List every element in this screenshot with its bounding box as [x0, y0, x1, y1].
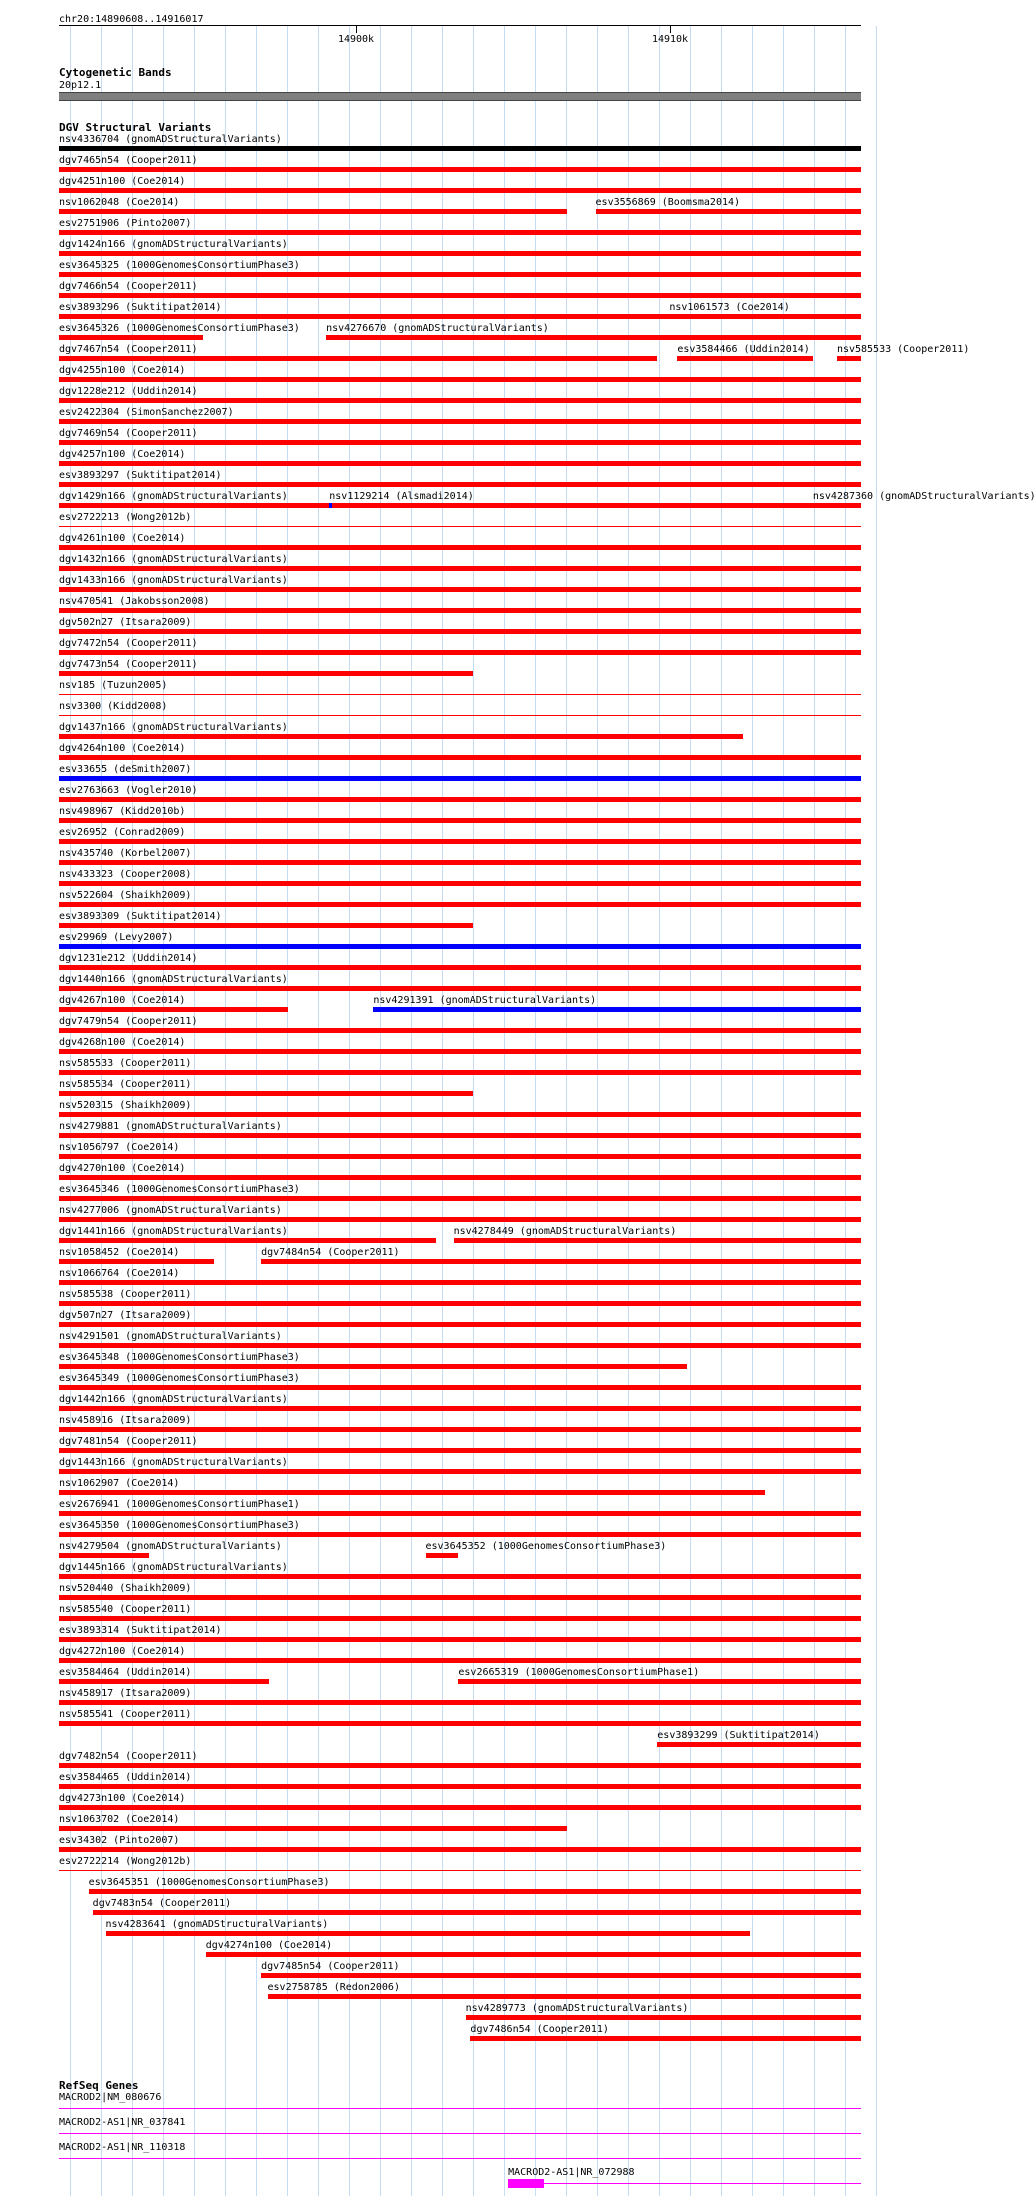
feature-label[interactable]: esv26952 (Conrad2009): [59, 827, 186, 838]
feature-label[interactable]: nsv1063702 (Coe2014): [59, 1814, 180, 1825]
ruler-line: [59, 25, 861, 26]
variant-feature-bar[interactable]: [93, 1910, 861, 1915]
variant-feature-bar[interactable]: [657, 1742, 861, 1747]
ruler-tick-label: 14910k: [651, 34, 689, 45]
variant-feature-bar[interactable]: [59, 1301, 861, 1306]
variant-feature-bar[interactable]: [59, 545, 861, 550]
variant-feature-bar[interactable]: [59, 1870, 861, 1871]
variant-feature-bar[interactable]: [106, 1931, 751, 1936]
variant-feature-bar[interactable]: [59, 1574, 861, 1579]
variant-feature-bar[interactable]: [59, 482, 861, 487]
variant-feature-bar[interactable]: [59, 461, 861, 466]
variant-feature-bar[interactable]: [59, 776, 861, 781]
feature-label[interactable]: nsv498967 (Kidd2010b): [59, 806, 186, 817]
variant-feature-bar[interactable]: [59, 923, 473, 928]
feature-label[interactable]: dgv1429n166 (gnomADStructuralVariants): [59, 491, 288, 502]
variant-feature-bar[interactable]: [458, 1679, 861, 1684]
feature-label[interactable]: dgv7467n54 (Cooper2011): [59, 344, 198, 355]
variant-feature-bar[interactable]: [59, 839, 861, 844]
feature-label[interactable]: nsv585533 (Cooper2011): [836, 344, 970, 355]
refseq-track-title[interactable]: RefSeq Genes: [59, 2079, 139, 2092]
ruler-tick: [670, 25, 671, 33]
gene-label[interactable]: MACROD2-AS1|NR_110318: [59, 2142, 186, 2153]
variant-feature-bar[interactable]: [454, 1238, 861, 1243]
variant-feature-bar[interactable]: [470, 2036, 861, 2041]
variant-feature-bar[interactable]: [59, 1616, 861, 1621]
feature-label[interactable]: esv3893314 (Suktitipat2014): [59, 1625, 222, 1636]
variant-feature-bar[interactable]: [261, 1259, 861, 1264]
feature-label[interactable]: nsv1058452 (Coe2014): [59, 1247, 180, 1258]
variant-feature-bar[interactable]: [59, 1196, 861, 1201]
variant-feature-bar[interactable]: [59, 1637, 861, 1642]
feature-label[interactable]: esv3645349 (1000GenomesConsortiumPhase3): [59, 1373, 300, 1384]
feature-label[interactable]: nsv520440 (Shaikh2009): [59, 1583, 192, 1594]
variant-feature-bar[interactable]: [59, 1679, 269, 1684]
feature-label[interactable]: esv3645326 (1000GenomesConsortiumPhase3): [59, 323, 300, 334]
variant-feature-bar[interactable]: [59, 1658, 861, 1663]
feature-label[interactable]: esv3556869 (Boomsma2014): [595, 197, 741, 208]
feature-label[interactable]: dgv7483n54 (Cooper2011): [92, 1898, 232, 1909]
feature-label[interactable]: dgv4274n100 (Coe2014): [205, 1940, 333, 1951]
variant-feature-bar[interactable]: [59, 629, 861, 634]
variant-feature-bar[interactable]: [59, 1007, 288, 1012]
variant-feature-bar[interactable]: [59, 1133, 861, 1138]
feature-label[interactable]: nsv1061573 (Coe2014): [669, 302, 790, 313]
feature-label[interactable]: esv3645348 (1000GenomesConsortiumPhase3): [59, 1352, 300, 1363]
feature-label[interactable]: dgv502n27 (Itsara2009): [59, 617, 192, 628]
feature-label[interactable]: dgv7482n54 (Cooper2011): [59, 1751, 198, 1762]
feature-label[interactable]: dgv7479n54 (Cooper2011): [59, 1016, 198, 1027]
variant-feature-bar[interactable]: [59, 1553, 149, 1558]
variant-feature-bar[interactable]: [59, 1028, 861, 1033]
variant-feature-bar[interactable]: [59, 356, 657, 361]
feature-label[interactable]: nsv4291501 (gnomADStructuralVariants): [59, 1331, 282, 1342]
variant-feature-bar[interactable]: [59, 1112, 861, 1117]
feature-label[interactable]: dgv1442n166 (gnomADStructuralVariants): [59, 1394, 288, 1405]
feature-label[interactable]: nsv1129214 (Alsmadi2014): [329, 491, 474, 502]
feature-label[interactable]: nsv522604 (Shaikh2009): [59, 890, 192, 901]
variant-feature-bar[interactable]: [59, 209, 567, 214]
variant-feature-bar[interactable]: [89, 1889, 861, 1894]
variant-feature-bar[interactable]: [59, 566, 861, 571]
feature-label[interactable]: nsv1062907 (Coe2014): [59, 1478, 180, 1489]
variant-feature-bar[interactable]: [59, 1427, 861, 1432]
variant-feature-bar[interactable]: [59, 1847, 861, 1852]
gene-intron-line[interactable]: [59, 2158, 861, 2159]
variant-feature-bar[interactable]: [59, 671, 473, 676]
feature-label[interactable]: dgv4267n100 (Coe2014): [59, 995, 186, 1006]
cytoband-bar[interactable]: [59, 93, 861, 100]
variant-feature-bar[interactable]: [59, 608, 861, 613]
gene-intron-line[interactable]: [508, 2183, 861, 2184]
variant-feature-bar[interactable]: [59, 377, 861, 382]
variant-feature-bar[interactable]: [59, 1532, 861, 1537]
variant-feature-bar[interactable]: [59, 272, 861, 277]
variant-feature-bar[interactable]: [813, 503, 861, 508]
feature-label[interactable]: esv2722214 (Wong2012b): [59, 1856, 192, 1867]
variant-feature-bar[interactable]: [59, 1280, 861, 1285]
feature-label[interactable]: nsv185 (Tuzun2005): [59, 680, 168, 691]
variant-feature-bar[interactable]: [59, 1091, 473, 1096]
feature-label[interactable]: nsv520315 (Shaikh2009): [59, 1100, 192, 1111]
cytoband-track-title[interactable]: Cytogenetic Bands: [59, 66, 172, 79]
feature-label[interactable]: esv3645325 (1000GenomesConsortiumPhase3): [59, 260, 300, 271]
feature-label[interactable]: dgv7465n54 (Cooper2011): [59, 155, 198, 166]
variant-feature-bar[interactable]: [669, 314, 861, 319]
variant-feature-bar[interactable]: [59, 1259, 214, 1264]
feature-label[interactable]: esv3645346 (1000GenomesConsortiumPhase3): [59, 1184, 300, 1195]
variant-feature-bar[interactable]: [59, 1511, 861, 1516]
feature-label[interactable]: esv2676941 (1000GenomesConsortiumPhase1): [59, 1499, 300, 1510]
feature-label[interactable]: dgv1228e212 (Uddin2014): [59, 386, 198, 397]
variant-feature-bar[interactable]: [59, 755, 861, 760]
variant-feature-bar[interactable]: [837, 356, 861, 361]
variant-feature-bar[interactable]: [59, 1595, 861, 1600]
feature-label[interactable]: esv29969 (Levy2007): [59, 932, 174, 943]
feature-label[interactable]: dgv1440n166 (gnomADStructuralVariants): [59, 974, 288, 985]
variant-feature-bar[interactable]: [59, 1784, 861, 1789]
feature-label[interactable]: nsv470541 (Jakobsson2008): [59, 596, 210, 607]
feature-label[interactable]: dgv4268n100 (Coe2014): [59, 1037, 186, 1048]
feature-label[interactable]: dgv1231e212 (Uddin2014): [59, 953, 198, 964]
feature-label[interactable]: nsv585541 (Cooper2011): [59, 1709, 192, 1720]
feature-label[interactable]: dgv1433n166 (gnomADStructuralVariants): [59, 575, 288, 586]
variant-feature-bar[interactable]: [59, 503, 861, 508]
feature-label[interactable]: nsv4276670 (gnomADStructuralVariants): [326, 323, 549, 334]
variant-feature-bar[interactable]: [59, 818, 861, 823]
feature-label[interactable]: dgv1424n166 (gnomADStructuralVariants): [59, 239, 288, 250]
variant-feature-bar[interactable]: [466, 2015, 861, 2020]
feature-label[interactable]: esv3584465 (Uddin2014): [59, 1772, 192, 1783]
feature-label[interactable]: dgv4257n100 (Coe2014): [59, 449, 186, 460]
variant-feature-bar[interactable]: [426, 1553, 459, 1558]
variant-feature-bar[interactable]: [268, 1994, 861, 1999]
feature-label[interactable]: nsv585538 (Cooper2011): [59, 1289, 192, 1300]
feature-label[interactable]: esv3893299 (Suktitipat2014): [657, 1730, 820, 1741]
feature-label[interactable]: esv3645352 (1000GenomesConsortiumPhase3): [425, 1541, 667, 1552]
feature-label[interactable]: esv34302 (Pinto2007): [59, 1835, 180, 1846]
variant-feature-bar[interactable]: [59, 734, 743, 739]
variant-feature-bar[interactable]: [59, 1406, 861, 1411]
feature-label[interactable]: dgv4255n100 (Coe2014): [59, 365, 186, 376]
feature-label[interactable]: dgv4261n100 (Coe2014): [59, 533, 186, 544]
variant-feature-bar[interactable]: [326, 335, 861, 340]
feature-label[interactable]: nsv585534 (Cooper2011): [59, 1079, 192, 1090]
variant-feature-bar[interactable]: [59, 965, 861, 970]
variant-feature-bar[interactable]: [59, 1238, 436, 1243]
feature-label[interactable]: esv3645350 (1000GenomesConsortiumPhase3): [59, 1520, 300, 1531]
variant-feature-bar[interactable]: [59, 860, 861, 865]
feature-label[interactable]: esv2665319 (1000GenomesConsortiumPhase1): [458, 1667, 700, 1678]
feature-label[interactable]: nsv4278449 (gnomADStructuralVariants): [453, 1226, 677, 1237]
feature-label[interactable]: dgv507n27 (Itsara2009): [59, 1310, 192, 1321]
feature-label[interactable]: nsv1066764 (Coe2014): [59, 1268, 180, 1279]
variant-feature-bar[interactable]: [59, 1721, 861, 1726]
variant-feature-bar[interactable]: [329, 503, 332, 508]
feature-label[interactable]: esv2722213 (Wong2012b): [59, 512, 192, 523]
feature-label[interactable]: dgv4251n100 (Coe2014): [59, 176, 186, 187]
variant-feature-bar[interactable]: [59, 293, 861, 298]
variant-feature-bar[interactable]: [59, 881, 861, 886]
feature-label[interactable]: nsv585533 (Cooper2011): [59, 1058, 192, 1069]
feature-label[interactable]: dgv7472n54 (Cooper2011): [59, 638, 198, 649]
feature-label[interactable]: nsv4336704 (gnomADStructuralVariants): [59, 134, 282, 145]
variant-feature-bar[interactable]: [59, 188, 861, 193]
variant-feature-bar[interactable]: [206, 1952, 861, 1957]
variant-feature-bar[interactable]: [59, 526, 861, 527]
feature-label[interactable]: nsv433323 (Cooper2008): [59, 869, 192, 880]
variant-feature-bar[interactable]: [59, 1322, 861, 1327]
feature-label[interactable]: nsv435740 (Korbel2007): [59, 848, 192, 859]
variant-feature-bar[interactable]: [59, 1049, 861, 1054]
feature-label[interactable]: esv3645351 (1000GenomesConsortiumPhase3): [88, 1877, 330, 1888]
variant-feature-bar[interactable]: [59, 251, 861, 256]
feature-label[interactable]: dgv7486n54 (Cooper2011): [470, 2024, 609, 2035]
feature-label[interactable]: esv3893309 (Suktitipat2014): [59, 911, 222, 922]
variant-feature-bar[interactable]: [59, 419, 861, 424]
feature-label[interactable]: dgv4272n100 (Coe2014): [59, 1646, 186, 1657]
feature-label[interactable]: esv2758785 (Redon2006): [267, 1982, 400, 1993]
gene-label[interactable]: MACROD2-AS1|NR_037841: [59, 2117, 186, 2128]
variant-feature-bar[interactable]: [59, 398, 861, 403]
feature-label[interactable]: dgv7473n54 (Cooper2011): [59, 659, 198, 670]
gene-intron-line[interactable]: [59, 2133, 861, 2134]
feature-label[interactable]: nsv4277006 (gnomADStructuralVariants): [59, 1205, 282, 1216]
location-label: chr20:14890608..14916017: [59, 14, 204, 25]
feature-label[interactable]: dgv4273n100 (Coe2014): [59, 1793, 186, 1804]
gene-exon-box[interactable]: [508, 2179, 544, 2188]
dgv-track-title[interactable]: DGV Structural Variants: [59, 121, 212, 134]
feature-label[interactable]: dgv1441n166 (gnomADStructuralVariants): [59, 1226, 288, 1237]
feature-label[interactable]: nsv585540 (Cooper2011): [59, 1604, 192, 1615]
variant-feature-bar[interactable]: [59, 230, 861, 235]
variant-feature-bar[interactable]: [59, 440, 861, 445]
feature-label[interactable]: nsv4283641 (gnomADStructuralVariants): [105, 1919, 329, 1930]
variant-feature-bar[interactable]: [59, 167, 861, 172]
feature-label[interactable]: esv3893296 (Suktitipat2014): [59, 302, 222, 313]
feature-label[interactable]: nsv458916 (Itsara2009): [59, 1415, 192, 1426]
variant-feature-bar[interactable]: [59, 902, 861, 907]
variant-feature-bar[interactable]: [59, 986, 861, 991]
variant-feature-bar[interactable]: [59, 1175, 861, 1180]
variant-feature-bar[interactable]: [59, 1700, 861, 1705]
variant-feature-bar[interactable]: [59, 715, 861, 716]
variant-feature-bar[interactable]: [59, 1385, 861, 1390]
ruler-tick: [356, 25, 357, 33]
variant-feature-bar[interactable]: [596, 209, 861, 214]
variant-feature-bar[interactable]: [677, 356, 813, 361]
feature-label[interactable]: nsv3300 (Kidd2008): [59, 701, 168, 712]
feature-label[interactable]: esv2751906 (Pinto2007): [59, 218, 192, 229]
feature-label[interactable]: nsv4287360 (gnomADStructuralVariants): [812, 491, 1036, 502]
variant-feature-bar[interactable]: [59, 944, 861, 949]
variant-feature-bar[interactable]: [59, 797, 861, 802]
feature-label[interactable]: nsv4279881 (gnomADStructuralVariants): [59, 1121, 282, 1132]
variant-feature-bar[interactable]: [59, 1217, 861, 1222]
cytoband-edge: [59, 100, 861, 101]
variant-feature-bar[interactable]: [59, 335, 203, 340]
feature-label[interactable]: nsv4279504 (gnomADStructuralVariants): [59, 1541, 282, 1552]
variant-feature-bar[interactable]: [59, 1364, 687, 1369]
gene-label[interactable]: MACROD2|NM_080676: [59, 2092, 162, 2103]
variant-feature-bar[interactable]: [59, 1070, 861, 1075]
feature-label[interactable]: nsv4291391 (gnomADStructuralVariants): [373, 995, 597, 1006]
feature-label[interactable]: dgv1443n166 (gnomADStructuralVariants): [59, 1457, 288, 1468]
variant-feature-bar[interactable]: [59, 1826, 567, 1831]
feature-label[interactable]: nsv1056797 (Coe2014): [59, 1142, 180, 1153]
feature-label[interactable]: esv3584466 (Uddin2014): [677, 344, 810, 355]
variant-feature-bar[interactable]: [261, 1973, 861, 1978]
variant-feature-bar[interactable]: [59, 1343, 861, 1348]
feature-label[interactable]: dgv1445n166 (gnomADStructuralVariants): [59, 1562, 288, 1573]
variant-feature-bar[interactable]: [59, 1490, 765, 1495]
feature-label[interactable]: nsv4289773 (gnomADStructuralVariants): [465, 2003, 689, 2014]
feature-label[interactable]: dgv1432n166 (gnomADStructuralVariants): [59, 554, 288, 565]
feature-label[interactable]: esv3584464 (Uddin2014): [59, 1667, 192, 1678]
feature-label[interactable]: dgv7466n54 (Cooper2011): [59, 281, 198, 292]
feature-label[interactable]: esv3893297 (Suktitipat2014): [59, 470, 222, 481]
feature-label[interactable]: nsv1062048 (Coe2014): [59, 197, 180, 208]
variant-feature-bar[interactable]: [59, 1448, 861, 1453]
gene-label[interactable]: MACROD2-AS1|NR_072988: [508, 2167, 635, 2178]
variant-feature-bar[interactable]: [59, 146, 861, 151]
feature-label[interactable]: esv2763663 (Vogler2010): [59, 785, 198, 796]
variant-feature-bar[interactable]: [373, 1007, 861, 1012]
variant-feature-bar[interactable]: [59, 1154, 861, 1159]
variant-feature-bar[interactable]: [59, 650, 861, 655]
gene-intron-line[interactable]: [59, 2108, 861, 2109]
variant-feature-bar[interactable]: [59, 1763, 861, 1768]
feature-label[interactable]: dgv7485n54 (Cooper2011): [261, 1961, 400, 1972]
feature-label[interactable]: dgv7469n54 (Cooper2011): [59, 428, 198, 439]
variant-feature-bar[interactable]: [59, 1469, 861, 1474]
variant-feature-bar[interactable]: [59, 694, 861, 695]
feature-label[interactable]: dgv4270n100 (Coe2014): [59, 1163, 186, 1174]
feature-label[interactable]: dgv1437n166 (gnomADStructuralVariants): [59, 722, 288, 733]
variant-feature-bar[interactable]: [59, 1805, 861, 1810]
feature-label[interactable]: esv2422304 (SimonSanchez2007): [59, 407, 234, 418]
feature-label[interactable]: dgv7484n54 (Cooper2011): [261, 1247, 400, 1258]
variant-feature-bar[interactable]: [59, 587, 861, 592]
feature-label[interactable]: dgv4264n100 (Coe2014): [59, 743, 186, 754]
feature-label[interactable]: nsv458917 (Itsara2009): [59, 1688, 192, 1699]
feature-label[interactable]: dgv7481n54 (Cooper2011): [59, 1436, 198, 1447]
cytoband-name: 20p12.1: [59, 80, 102, 91]
ruler-tick-label: 14900k: [337, 34, 375, 45]
feature-label[interactable]: esv33655 (deSmith2007): [59, 764, 192, 775]
